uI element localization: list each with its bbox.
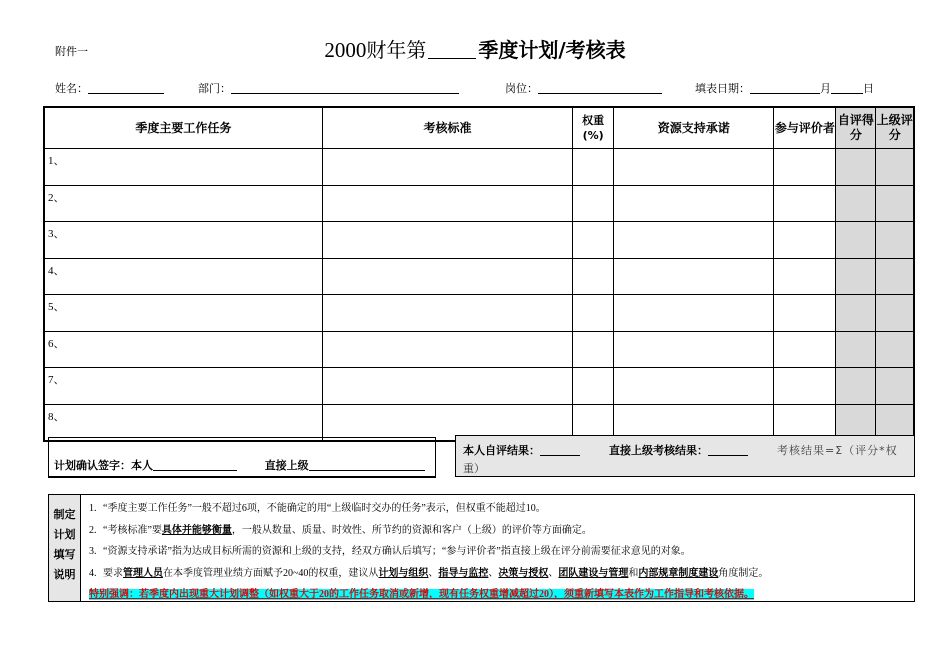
title-mid: 财年第 xyxy=(366,38,427,62)
resource-cell[interactable] xyxy=(614,185,774,222)
evaluator-cell[interactable] xyxy=(774,295,836,332)
name-blank[interactable] xyxy=(88,82,164,94)
table-row xyxy=(44,149,914,186)
self-score-cell[interactable] xyxy=(836,368,876,405)
self-result-blank[interactable] xyxy=(540,444,580,456)
task-cell[interactable]: 2、 xyxy=(44,185,322,222)
signature-box xyxy=(48,437,436,478)
superior-score-cell[interactable] xyxy=(876,222,914,259)
superior-score-cell[interactable] xyxy=(876,185,914,222)
self-result-label: 本人自评结果： xyxy=(463,444,540,457)
evaluator-cell[interactable] xyxy=(774,368,836,405)
weight-cell[interactable] xyxy=(573,295,614,332)
evaluator-cell[interactable] xyxy=(774,331,836,368)
table-row xyxy=(44,222,914,259)
weight-cell[interactable] xyxy=(573,258,614,295)
resource-cell[interactable] xyxy=(614,295,774,332)
day-blank[interactable] xyxy=(831,82,863,94)
instruction-emphasis: 特别强调：若季度内出现重大计划调整（如权重大于20的工作任务取消或新增，现有任务权重增减超过20），须重新填写本表作为工作指导和考核依据。 xyxy=(89,589,754,600)
instructions-side-label: 制定 计划 填写 说明 xyxy=(49,495,81,601)
plan-table xyxy=(43,106,915,442)
evaluator-cell[interactable] xyxy=(774,258,836,295)
resource-cell[interactable] xyxy=(614,149,774,186)
weight-cell[interactable] xyxy=(573,331,614,368)
col-self-score: 自评得分 xyxy=(836,107,876,149)
superior-result-label: 直接上级考核结果： xyxy=(609,444,708,457)
task-cell[interactable]: 8、 xyxy=(44,404,322,441)
col-resource: 资源支持承诺 xyxy=(614,107,774,149)
self-score-cell[interactable] xyxy=(836,331,876,368)
post-blank[interactable] xyxy=(538,82,662,94)
quarter-blank[interactable] xyxy=(428,40,476,59)
signature-self-label: 计划确认签字：本人 xyxy=(54,459,153,472)
superior-score-cell[interactable] xyxy=(876,295,914,332)
self-score-cell[interactable] xyxy=(836,222,876,259)
self-score-cell[interactable] xyxy=(836,149,876,186)
superior-signature-blank[interactable] xyxy=(309,459,425,471)
table-header-row xyxy=(44,107,914,149)
evaluator-cell[interactable] xyxy=(774,185,836,222)
dept-blank[interactable] xyxy=(231,82,459,94)
instruction-2: 2. “考核标准”要具体并能够衡量，一般从数量、质量、时效性、所节约的资源和客户（上级）的评价等方面确定。 xyxy=(89,524,592,536)
standard-cell[interactable] xyxy=(322,258,572,295)
table-row xyxy=(44,331,914,368)
resource-cell[interactable] xyxy=(614,368,774,405)
weight-cell[interactable] xyxy=(573,368,614,405)
weight-cell[interactable] xyxy=(573,149,614,186)
standard-cell[interactable] xyxy=(322,149,572,186)
col-task: 季度主要工作任务 xyxy=(44,107,322,149)
self-score-cell[interactable] xyxy=(836,295,876,332)
superior-score-cell[interactable] xyxy=(876,258,914,295)
page-title xyxy=(0,34,950,63)
self-score-cell[interactable] xyxy=(836,258,876,295)
signature-superior-label: 直接上级 xyxy=(264,459,309,472)
superior-result-blank[interactable] xyxy=(708,444,748,456)
superior-score-cell[interactable] xyxy=(876,331,914,368)
task-cell[interactable]: 7、 xyxy=(44,368,322,405)
superior-score-cell[interactable] xyxy=(876,368,914,405)
weight-cell[interactable] xyxy=(573,185,614,222)
result-box xyxy=(455,435,915,477)
resource-cell[interactable] xyxy=(614,222,774,259)
standard-cell[interactable] xyxy=(322,331,572,368)
task-cell[interactable]: 1、 xyxy=(44,149,322,186)
title-tail: 季度计划/考核表 xyxy=(478,38,626,62)
self-signature-blank[interactable] xyxy=(153,459,237,471)
col-standard: 考核标准 xyxy=(322,107,572,149)
instructions-body xyxy=(89,498,768,606)
name-field: 姓名： xyxy=(55,80,164,96)
table-row xyxy=(44,185,914,222)
col-evaluator: 参与评价者 xyxy=(774,107,836,149)
col-superior-score: 上级评分 xyxy=(876,107,914,149)
instruction-4: 4. 要求管理人员在本季度管理业绩方面赋予20~40的权重，建议从计划与组织、指导与监控、决策与授权、团队建设与管理和内部规章制度建设角度制定。 xyxy=(89,567,769,579)
table-row xyxy=(44,258,914,295)
formula-text: 考核结果=Σ（评分*权 xyxy=(777,444,898,457)
formula-text-cont: 重） xyxy=(463,462,485,475)
table-row xyxy=(44,295,914,332)
task-cell[interactable]: 5、 xyxy=(44,295,322,332)
standard-cell[interactable] xyxy=(322,222,572,259)
attachment-label: 附件一 xyxy=(55,45,88,58)
standard-cell[interactable] xyxy=(322,368,572,405)
instruction-1: 1. “季度主要工作任务”一般不超过6项，不能确定的用“上级临时交办的任务”表示，但权重不能超过10。 xyxy=(89,503,546,514)
date-field: 填表日期： 月 日 xyxy=(695,82,874,95)
instructions-box xyxy=(48,494,915,602)
col-weight: 权重(%) xyxy=(573,107,614,149)
month-blank[interactable] xyxy=(750,82,820,94)
evaluator-cell[interactable] xyxy=(774,149,836,186)
post-field: 岗位： xyxy=(505,80,662,96)
evaluator-cell[interactable] xyxy=(774,222,836,259)
table-row xyxy=(44,368,914,405)
superior-score-cell[interactable] xyxy=(876,149,914,186)
self-score-cell[interactable] xyxy=(836,185,876,222)
task-cell[interactable]: 6、 xyxy=(44,331,322,368)
task-cell[interactable]: 4、 xyxy=(44,258,322,295)
standard-cell[interactable] xyxy=(322,295,572,332)
instruction-3: 3. “资源支持承诺”指为达成目标所需的资源和上级的支持，经双方确认后填写；“参与评价者”指直接上级在评分前需要征求意见的对象。 xyxy=(89,546,691,557)
title-year: 2000 xyxy=(324,38,367,62)
resource-cell[interactable] xyxy=(614,331,774,368)
standard-cell[interactable] xyxy=(322,185,572,222)
weight-cell[interactable] xyxy=(573,222,614,259)
task-cell[interactable]: 3、 xyxy=(44,222,322,259)
resource-cell[interactable] xyxy=(614,258,774,295)
dept-field: 部门： xyxy=(198,80,459,96)
